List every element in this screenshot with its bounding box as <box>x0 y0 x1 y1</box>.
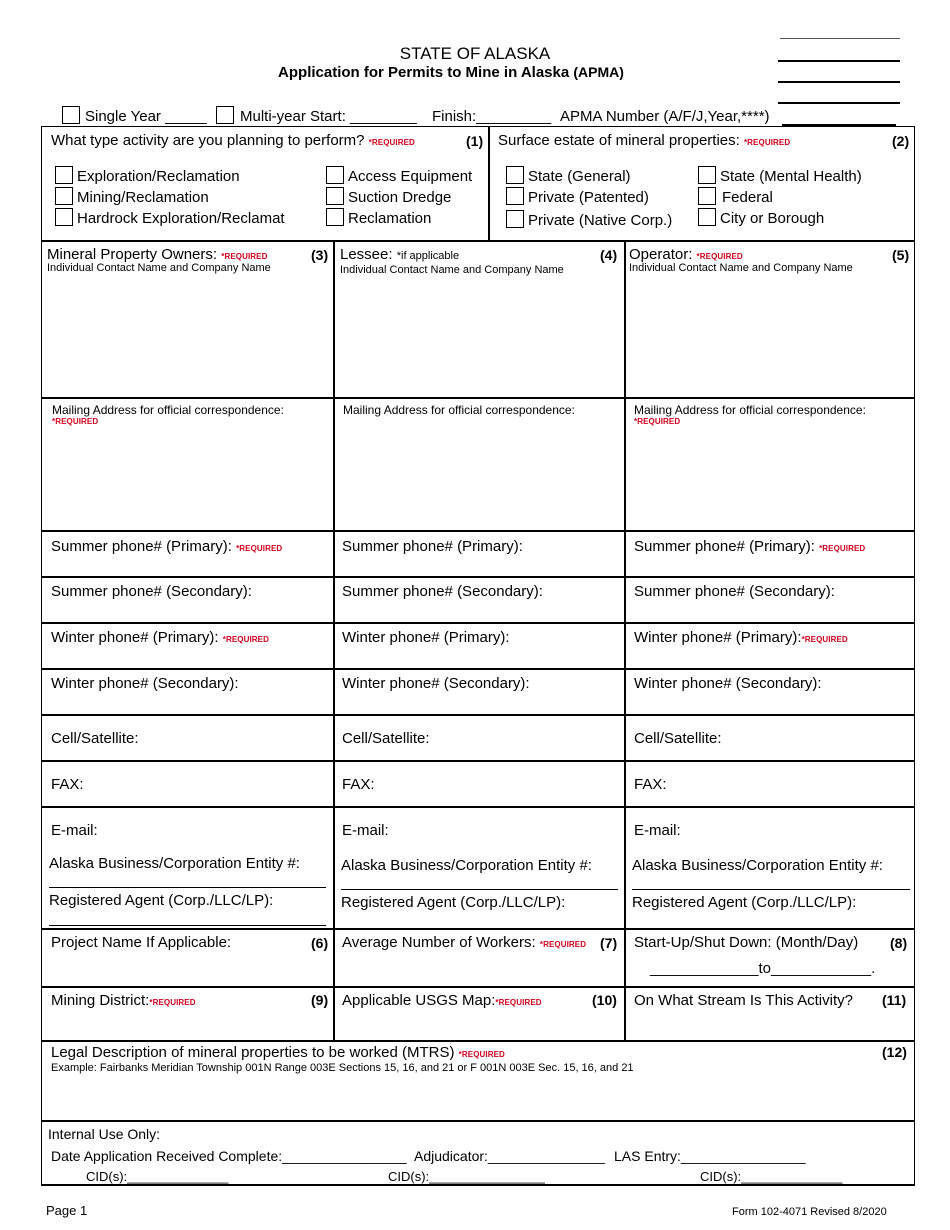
section5-label <box>629 246 743 263</box>
row-line-1120 <box>41 1120 915 1122</box>
apma-number-label: APMA Number (A/F/J,Year,****) <box>560 108 770 125</box>
owner-summer-secondary: Summer phone# (Secondary): <box>51 583 252 600</box>
lessee-mailing-label: Mailing Address for official correspondence: <box>343 403 575 417</box>
section2-label-text: Surface estate of mineral properties: <box>498 132 740 149</box>
operator-summer-primary-text: Summer phone# (Primary): <box>634 538 815 555</box>
section3-label-text: Mineral Property Owners: <box>47 246 218 263</box>
required-marker: *REQUIRED <box>458 1050 505 1059</box>
column-divider-left-lower <box>333 986 335 1040</box>
section7-label-text: Average Number of Workers: <box>342 934 536 951</box>
required-marker: *REQUIRED <box>696 252 743 261</box>
section4-label-text: Lessee: <box>340 246 393 263</box>
section12-number: (12) <box>882 1044 907 1060</box>
owner-summer-primary <box>51 538 282 555</box>
section3-subtitle: Individual Contact Name and Company Name <box>47 262 271 274</box>
suction-dredge-label: Suction Dredge <box>348 189 452 206</box>
section1-label-text: What type activity are you planning to perform? <box>51 132 365 149</box>
access-equipment-checkbox[interactable] <box>326 166 344 184</box>
section1-label <box>51 132 415 149</box>
operator-email: E-mail: <box>634 822 681 839</box>
owner-entity-line[interactable] <box>49 887 326 888</box>
exploration-label: Exploration/Reclamation <box>77 168 240 185</box>
section5-label-text: Operator: <box>629 246 693 263</box>
section8-number: (8) <box>890 935 908 951</box>
required-marker: *REQUIRED <box>236 544 283 553</box>
row-line-240 <box>41 240 915 242</box>
section11-label: On What Stream Is This Activity? <box>634 992 853 1009</box>
form-title-text: Application for Permits to Mine in Alaska <box>278 64 570 81</box>
private-patented-checkbox[interactable] <box>506 187 524 205</box>
exploration-checkbox[interactable] <box>55 166 73 184</box>
section8-label: Start-Up/Shut Down: (Month/Day) <box>634 934 859 951</box>
required-marker: *REQUIRED <box>743 138 791 147</box>
stamp-line-1 <box>780 38 900 39</box>
operator-registered-agent: Registered Agent (Corp./LLC/LP): <box>632 894 857 911</box>
operator-winter-secondary: Winter phone# (Secondary): <box>634 675 822 692</box>
owner-summer-primary-text: Summer phone# (Primary): <box>51 538 232 555</box>
state-general-checkbox[interactable] <box>506 166 524 184</box>
section12-example: Example: Fairbanks Meridian Township 001N Range 003E Sections 15, 16, and 21 or F 001N 003E Sec. 15, 16, and 21 <box>51 1062 634 1074</box>
section10-label-text: Applicable USGS Map: <box>342 992 496 1009</box>
internal-use-title: Internal Use Only: <box>48 1126 161 1142</box>
owner-business-entity: Alaska Business/Corporation Entity #: <box>49 855 300 872</box>
section7-label <box>342 934 586 951</box>
required-marker: *REQUIRED <box>149 998 196 1007</box>
las-entry-field[interactable]: LAS Entry:________________ <box>614 1148 806 1164</box>
row-line-986 <box>41 986 915 988</box>
lessee-registered-agent: Registered Agent (Corp./LLC/LP): <box>341 894 566 911</box>
finish-label: Finish:_________ <box>432 108 552 125</box>
private-patented-label: Private (Patented) <box>528 189 649 206</box>
section4-subtitle: Individual Contact Name and Company Name <box>340 264 564 276</box>
page-number: Page 1 <box>46 1203 88 1218</box>
owner-agent-line[interactable] <box>49 925 326 926</box>
operator-summer-secondary: Summer phone# (Secondary): <box>634 583 835 600</box>
row-line-576 <box>41 576 915 578</box>
section4-label-note: *if applicable <box>396 250 460 262</box>
multi-year-start-label: Multi-year Start: ________ <box>240 108 417 125</box>
owner-winter-primary <box>51 629 269 646</box>
form-bottom-line <box>41 1184 915 1186</box>
section2-number: (2) <box>892 133 910 149</box>
form-title-abbr: (APMA) <box>573 64 624 80</box>
row-line-928 <box>41 928 915 930</box>
stamp-line-2[interactable] <box>778 60 900 62</box>
row-line-714 <box>41 714 915 716</box>
state-heading: STATE OF ALASKA <box>399 44 551 63</box>
row-line-622 <box>41 622 915 624</box>
section10-label <box>342 992 542 1009</box>
lessee-fax: FAX: <box>342 776 375 793</box>
suction-dredge-checkbox[interactable] <box>326 187 344 205</box>
row-line-397 <box>41 397 915 399</box>
row-line-1040 <box>41 1040 915 1042</box>
lessee-business-entity: Alaska Business/Corporation Entity #: <box>341 857 592 874</box>
date-received-field[interactable]: Date Application Received Complete:________________ <box>51 1148 407 1164</box>
lessee-summer-primary: Summer phone# (Primary): <box>342 538 523 555</box>
stamp-line-3[interactable] <box>778 81 900 83</box>
owner-winter-secondary: Winter phone# (Secondary): <box>51 675 239 692</box>
required-marker: *REQUIRED <box>495 998 542 1007</box>
cid-field-2[interactable]: CID(s):________________ <box>388 1169 545 1184</box>
owner-email: E-mail: <box>51 822 98 839</box>
section3-number: (3) <box>311 247 329 263</box>
adjudicator-field[interactable]: Adjudicator:_______________ <box>414 1148 605 1164</box>
reclamation-checkbox[interactable] <box>326 208 344 226</box>
mining-label: Mining/Reclamation <box>77 189 209 206</box>
required-marker: *REQUIRED <box>221 252 268 261</box>
section3-label <box>47 246 267 263</box>
lessee-winter-secondary: Winter phone# (Secondary): <box>342 675 530 692</box>
row-line-668 <box>41 668 915 670</box>
operator-fax: FAX: <box>634 776 667 793</box>
owner-registered-agent: Registered Agent (Corp./LLC/LP): <box>49 892 274 909</box>
operator-mailing-required: *REQUIRED <box>634 417 681 426</box>
section9-label-text: Mining District: <box>51 992 150 1009</box>
owner-cell: Cell/Satellite: <box>51 730 139 747</box>
operator-winter-primary <box>634 629 848 646</box>
required-marker: *REQUIRED <box>368 138 415 147</box>
operator-business-entity: Alaska Business/Corporation Entity #: <box>632 857 883 874</box>
single-year-checkbox[interactable] <box>62 106 80 124</box>
state-general-label: State (General) <box>528 168 631 185</box>
section2-label <box>498 132 790 149</box>
state-mental-health-label: State (Mental Health) <box>720 168 862 185</box>
row-line-530 <box>41 530 915 532</box>
stamp-line-4[interactable] <box>778 102 900 104</box>
required-marker: *REQUIRED <box>801 635 848 644</box>
hardrock-label: Hardrock Exploration/Reclamat <box>77 210 285 227</box>
section12-label <box>51 1044 505 1061</box>
section10-number: (10) <box>592 992 617 1008</box>
city-borough-label: City or Borough <box>720 210 825 227</box>
federal-checkbox[interactable] <box>698 187 716 205</box>
hardrock-checkbox[interactable] <box>55 208 73 226</box>
lessee-cell: Cell/Satellite: <box>342 730 430 747</box>
operator-summer-primary <box>634 538 865 555</box>
cid-field-1[interactable]: CID(s):______________ <box>86 1169 229 1184</box>
required-marker: *REQUIRED <box>819 544 866 553</box>
owner-winter-primary-text: Winter phone# (Primary): <box>51 629 219 646</box>
row-line-806 <box>41 806 915 808</box>
form-border <box>41 126 915 1186</box>
private-native-label: Private (Native Corp.) <box>528 212 673 229</box>
operator-mailing-label: Mailing Address for official correspondence: <box>634 403 866 417</box>
form-title <box>0 64 902 81</box>
section9-label <box>51 992 196 1009</box>
section1-number: (1) <box>466 133 484 149</box>
owner-fax: FAX: <box>51 776 84 793</box>
single-year-label: Single Year _____ <box>85 108 207 125</box>
required-marker: *REQUIRED <box>222 635 269 644</box>
lessee-email: E-mail: <box>342 822 389 839</box>
startup-shutdown-field[interactable]: _____________to____________. <box>650 960 876 977</box>
row-line-760 <box>41 760 915 762</box>
section12-label-text: Legal Description of mineral properties to be worked (MTRS) <box>51 1044 455 1061</box>
cid-field-3[interactable]: CID(s):______________ <box>700 1169 843 1184</box>
section5-subtitle: Individual Contact Name and Company Name <box>629 262 853 274</box>
section5-number: (5) <box>892 247 910 263</box>
section9-number: (9) <box>311 992 329 1008</box>
access-equipment-label: Access Equipment <box>348 168 473 185</box>
section7-number: (7) <box>600 935 618 951</box>
lessee-summer-secondary: Summer phone# (Secondary): <box>342 583 543 600</box>
operator-entity-line[interactable] <box>632 889 910 890</box>
column-divider-right <box>624 240 626 1040</box>
divider-1-2 <box>488 126 490 240</box>
lessee-entity-line[interactable] <box>341 889 618 890</box>
city-borough-checkbox[interactable] <box>698 208 716 226</box>
state-mental-health-checkbox[interactable] <box>698 166 716 184</box>
section6-label: Project Name If Applicable: <box>51 934 232 951</box>
federal-label: Federal <box>722 189 773 206</box>
operator-winter-primary-text: Winter phone# (Primary): <box>634 629 802 646</box>
operator-cell: Cell/Satellite: <box>634 730 722 747</box>
section11-number: (11) <box>882 992 907 1008</box>
private-native-checkbox[interactable] <box>506 210 524 228</box>
column-divider-left <box>333 240 335 986</box>
required-marker: *REQUIRED <box>539 940 587 949</box>
section4-number: (4) <box>600 247 618 263</box>
multi-year-checkbox[interactable] <box>216 106 234 124</box>
owner-mailing-label: Mailing Address for official correspondence: <box>52 403 284 417</box>
lessee-winter-primary: Winter phone# (Primary): <box>342 629 510 646</box>
owner-mailing-required: *REQUIRED <box>52 417 99 426</box>
section6-number: (6) <box>311 935 329 951</box>
mining-checkbox[interactable] <box>55 187 73 205</box>
section4-label <box>340 246 459 263</box>
reclamation-label: Reclamation <box>348 210 432 227</box>
form-revision: Form 102-4071 Revised 8/2020 <box>732 1206 887 1218</box>
